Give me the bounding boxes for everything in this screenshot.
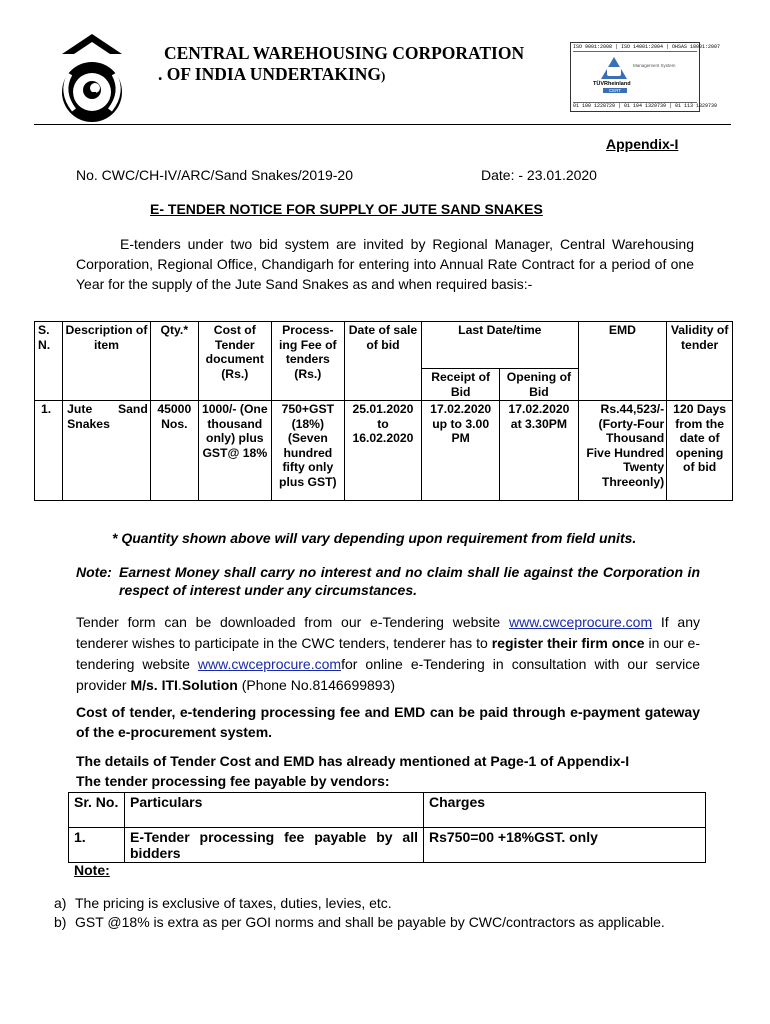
cert-side-text: Management System: [633, 63, 676, 68]
cwc-logo-icon: [52, 32, 132, 124]
org-subtitle: [158, 64, 385, 85]
fee-header-row: [69, 793, 706, 828]
cert-brand: TÜVRheinland: [593, 81, 631, 87]
para1-t5: .: [177, 677, 182, 693]
th-receipt: Receipt of Bid: [422, 369, 500, 401]
fee-table: [68, 792, 706, 863]
emd-note-label: Note:: [76, 564, 112, 580]
org-subtitle-text: . OF INDIA UNDERTAKING: [158, 64, 382, 84]
th-date-sale: Date of sale of bid: [344, 322, 421, 401]
th-cost: Cost of Tender document (Rs.): [198, 322, 271, 401]
tender-table: [34, 321, 733, 501]
note-heading: Note:: [74, 862, 110, 878]
org-name: CENTRAL WAREHOUSING CORPORATION: [164, 43, 525, 63]
td-date-sale-from: 25.01.2020: [352, 402, 414, 416]
fee-td-charges: Rs750=00 +18%GST. only: [424, 828, 706, 863]
cert-bottom-line: 01 100 1228729 | 01 104 1329739 | 01 113 1329739: [573, 103, 718, 109]
th-last-date: Last Date/time: [422, 322, 579, 369]
quantity-note: * Quantity shown above will vary depending upon requirement from field units.: [112, 530, 637, 546]
details-line-1: The details of Tender Cost and EMD has already mentioned at Page-1 of Appendix-I: [76, 753, 630, 769]
list-item: [54, 893, 700, 913]
website-link-2[interactable]: www.cwceprocure.com: [197, 656, 342, 672]
header-divider: [34, 124, 731, 125]
download-paragraph: [76, 612, 700, 696]
para1-t1: Tender form can be downloaded from our e-Tendering website: [76, 614, 509, 630]
td-receipt: 17.02.2020 up to 3.00 PM: [422, 401, 500, 501]
cert-top-line: ISO 9001:2008 | ISO 14001:2004 | OHSAS 18001:2007: [573, 44, 721, 50]
fee-th-charges: Charges: [424, 793, 706, 828]
td-cost: 1000/- (One thousand only) plus GST@ 18%: [198, 401, 271, 501]
th-opening: Opening of Bid: [500, 369, 578, 401]
tuv-triangle-inner: [607, 67, 621, 76]
th-emd: EMD: [578, 322, 667, 401]
fee-td-sr: 1.: [69, 828, 125, 863]
table-header-row: [35, 322, 733, 369]
list-text: The pricing is exclusive of taxes, duties, levies, etc.: [75, 895, 392, 911]
table-row: [35, 401, 733, 501]
td-date-sale: [344, 401, 421, 501]
intro-paragraph: E-tenders under two bid system are invited by Regional Manager, Central Warehousing Corporation, Regional Office, Chandigarh for entering into Annual Rate Contract for a period of one Year for the supply of the Jute Sand Snakes as and when required basis:-: [76, 236, 694, 292]
th-process-fee: Process-ing Fee of tenders (Rs.): [271, 322, 344, 401]
fee-td-particulars: E-Tender processing fee payable by all bidders: [125, 828, 424, 863]
para1-bold1: register their firm once: [491, 635, 645, 651]
appendix-label: Appendix-I: [606, 136, 679, 152]
list-text: GST @18% is extra as per GOI norms and shall be payable by CWC/contractors as applicable.: [75, 914, 665, 930]
reference-number: No. CWC/CH-IV/ARC/Sand Snakes/2019-20: [76, 167, 353, 183]
para1-t4: for online e-Tendering in consultation with our service provider: [76, 656, 700, 693]
td-date-sale-end: 16.02.2020: [352, 431, 414, 445]
fee-th-particulars: Particulars: [125, 793, 424, 828]
td-validity: 120 Days from the date of opening of bid: [667, 401, 733, 501]
td-sn: 1.: [35, 401, 63, 501]
list-marker: b): [54, 914, 67, 930]
th-qty: Qty.*: [150, 322, 198, 401]
emd-note: [76, 563, 700, 599]
list-item: [54, 912, 700, 932]
website-link-1[interactable]: www.cwceprocure.com: [508, 614, 653, 630]
emd-note-text: Earnest Money shall carry no interest and no claim shall lie against the Corporation in respect of interest under any circumstances.: [119, 564, 700, 598]
td-description: [63, 401, 151, 501]
td-description-text: Jute Sand Snakes: [67, 402, 148, 431]
fee-th-sr: Sr. No.: [69, 793, 125, 828]
td-qty: 45000 Nos.: [150, 401, 198, 501]
org-subtitle-end: ): [381, 68, 386, 83]
td-opening: 17.02.2020 at 3.30PM: [500, 401, 578, 501]
td-emd: Rs.44,523/- (Forty-Four Thousand Five Hundred Twenty Threeonly): [578, 401, 667, 501]
td-process-fee: 750+GST (18%) (Seven hundred fifty only plus GST): [271, 401, 344, 501]
para1-bold3: Solution: [181, 677, 238, 693]
td-date-sale-to: to: [377, 416, 389, 431]
para1-t3: in our e-tendering website: [76, 635, 701, 672]
cert-brand-sub: CERT: [603, 88, 627, 93]
para1-bold2: M/s. ITI: [130, 677, 178, 693]
para1-t2: If any tenderer wishes to participate in the CWC tenders, tenderer has to: [76, 614, 701, 651]
th-description: Description of item: [63, 322, 151, 401]
notice-title: E- TENDER NOTICE FOR SUPPLY OF JUTE SAND SNAKES: [150, 201, 543, 217]
para1-t6: (Phone No.8146699893): [237, 677, 396, 693]
iso-certificate-badge: [570, 42, 721, 112]
list-marker: a): [54, 895, 67, 911]
th-validity: Validity of tender: [667, 322, 733, 401]
table-row: [69, 828, 706, 863]
th-sn: S. N.: [35, 322, 63, 401]
notice-date: Date: - 23.01.2020: [481, 167, 597, 183]
details-line-2: The tender processing fee payable by vendors:: [76, 773, 390, 789]
payment-paragraph: Cost of tender, e-tendering processing fee and EMD can be paid through e-payment gateway of the e-procurement system.: [76, 704, 700, 740]
